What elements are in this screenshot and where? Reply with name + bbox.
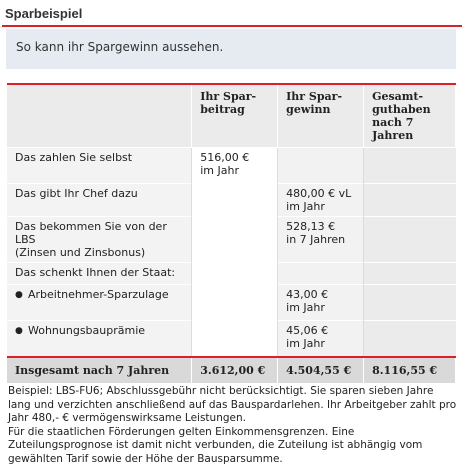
total-beitrag: 3.612,00 € <box>192 357 278 383</box>
footnote-conditions: Für die staatlichen Förderungen gelten Einkommensgrenzen. Eine Zuteilungsprognose ist damit nicht verbunden, die Zuteilung ist abhängig vom gewählten Tarif sowie der Höhe der Bausparsumme. <box>8 425 423 465</box>
bullet-icon: ● <box>15 326 23 336</box>
total-gewinn: 4.504,55 € <box>278 357 364 383</box>
table-row <box>7 148 456 184</box>
row-label-text: Arbeitnehmer-Sparzulage <box>28 288 169 301</box>
cell-gewinn: 43,00 € im Jahr <box>278 285 364 321</box>
cell-beitrag <box>192 321 278 357</box>
table-row <box>7 263 456 285</box>
table-row <box>7 321 456 357</box>
header-gewinn: Ihr Spar- gewinn <box>278 84 364 148</box>
cell-gesamt <box>364 285 456 321</box>
header-beitrag: Ihr Spar- beitrag <box>192 84 278 148</box>
cell-beitrag <box>192 184 278 217</box>
bullet-icon: ● <box>15 290 23 300</box>
row-label: Das gibt Ihr Chef dazu <box>7 184 192 217</box>
total-gesamt: 8.116,55 € <box>364 357 456 383</box>
row-label <box>7 321 192 357</box>
table-row <box>7 184 456 217</box>
intro-box <box>6 29 456 69</box>
cell-gewinn <box>278 148 364 184</box>
footnote <box>8 385 458 466</box>
table-header-row <box>7 84 456 148</box>
cell-gesamt <box>364 217 456 263</box>
cell-beitrag <box>192 217 278 263</box>
cell-gesamt <box>364 321 456 357</box>
header-gesamt: Gesamt- guthaben nach 7 Jahren <box>364 84 456 148</box>
cell-beitrag: 516,00 € im Jahr <box>192 148 278 184</box>
cell-gewinn: 528,13 € in 7 Jahren <box>278 217 364 263</box>
cell-gesamt <box>364 184 456 217</box>
cell-gesamt <box>364 263 456 285</box>
row-label: Das bekommen Sie von der LBS (Zinsen und Zinsbonus) <box>7 217 192 263</box>
cell-beitrag <box>192 285 278 321</box>
section-title: Sparbeispiel <box>2 6 462 27</box>
cell-gewinn: 480,00 € vL im Jahr <box>278 184 364 217</box>
total-row <box>7 357 456 383</box>
cell-beitrag <box>192 263 278 285</box>
table-row <box>7 217 456 263</box>
row-label-text: Wohnungsbauprämie <box>28 324 146 337</box>
row-label: Das zahlen Sie selbst <box>7 148 192 184</box>
cell-gewinn <box>278 263 364 285</box>
total-label: Insgesamt nach 7 Jahren <box>7 357 192 383</box>
savings-table <box>7 83 456 383</box>
row-label <box>7 285 192 321</box>
cell-gesamt <box>364 148 456 184</box>
row-label: Das schenkt Ihnen der Staat: <box>7 263 192 285</box>
footnote-example: Beispiel: LBS-FU6; Abschlussgebühr nicht berücksichtigt. Sie sparen sieben Jahre lang und verzichten anschließend auf das Bauspardarlehen. Ihr Arbeitgeber zahlt pro Jahr 480,- € vermögenswirksame Leistungen. <box>8 385 457 424</box>
cell-gewinn: 45,06 € im Jahr <box>278 321 364 357</box>
table-row <box>7 285 456 321</box>
header-label <box>7 84 192 148</box>
intro-text: So kann ihr Spargewinn aussehen. <box>16 40 224 54</box>
